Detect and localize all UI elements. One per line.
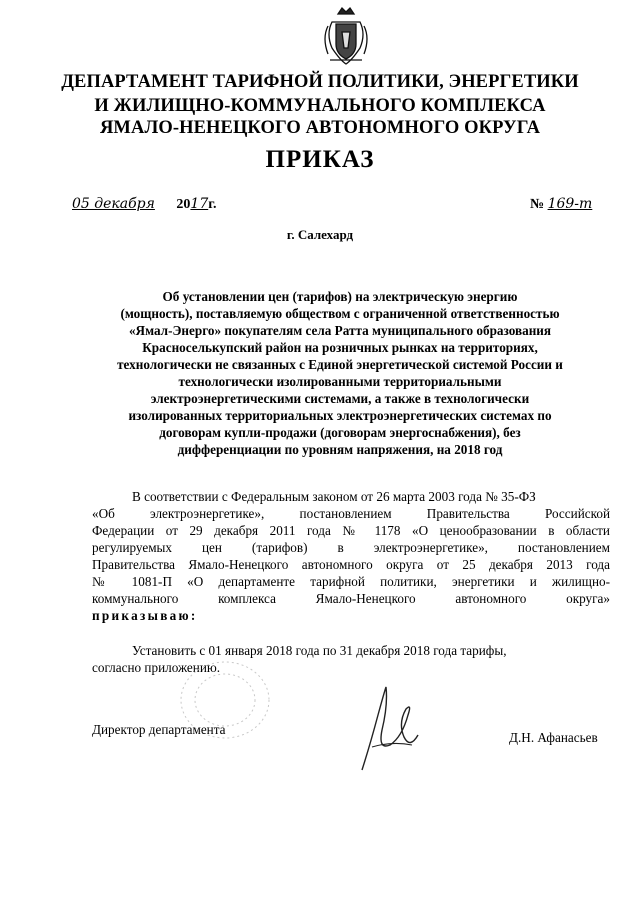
year-prefix: 20 (176, 197, 191, 212)
basis-line: Правительства Ямало-Ненецкого автономного округа от 25 декабря 2013 года (92, 557, 610, 572)
decision-line: согласно приложению. (92, 660, 221, 675)
date-handwritten: 05 декабря (72, 196, 155, 212)
org-name-line-2: И ЖИЛИЩНО-КОММУНАЛЬНОГО КОМПЛЕКСА (94, 96, 546, 116)
legal-basis-paragraph (92, 488, 610, 624)
subject-line: технологически изолированными территориальными (178, 374, 502, 389)
year-suffix: г. (208, 197, 217, 212)
order-word: приказываю: (92, 608, 198, 623)
order-subject (110, 288, 570, 458)
number-prefix: № (530, 197, 545, 212)
subject-line: дифференциации по уровням напряжения, на 2018 год (177, 442, 503, 457)
org-name-line-1: ДЕПАРТАМЕНТ ТАРИФНОЙ ПОЛИТИКИ, ЭНЕРГЕТИКИ (61, 72, 579, 92)
subject-line: «Ямал-Энерго» покупателям села Ратта муниципального образования (128, 323, 552, 338)
basis-line: № 1081-П «О департаменте тарифной политики, энергетики и жилищно- (92, 574, 610, 589)
number-handwritten: 169-т (547, 196, 593, 212)
order-date (72, 196, 217, 213)
decision-paragraph (92, 642, 610, 676)
subject-line: технологически не связанных с Единой энергетической системой России и (117, 357, 563, 372)
basis-line: «Об электроэнергетике», постановлением Правительства Российской (92, 506, 610, 521)
signatory-position: Директор департамента (92, 722, 226, 737)
subject-line: (мощность), поставляемую обществом с ограниченной ответственностью (120, 306, 560, 321)
basis-line: В соответствии с Федеральным законом от 26 марта 2003 года № 35-ФЗ (132, 489, 536, 504)
subject-line: договорам купли-продажи (договорам энергоснабжения), без (159, 425, 521, 440)
basis-line: регулируемых цен (тарифов) в электроэнергетике», постановлением (92, 540, 610, 555)
handwritten-signature-icon (352, 675, 432, 775)
city: г. Салехард (286, 227, 354, 242)
decision-line: Установить с 01 января 2018 года по 31 декабря 2018 года тарифы, (132, 643, 507, 658)
subject-line: электроэнергетическими системами, а также в технологически (150, 391, 530, 406)
subject-line: Красноселькупский район на розничных рынках на территориях, (142, 340, 538, 355)
basis-line: коммунального комплекса Ямало-Ненецкого автономного округа» (92, 591, 610, 606)
year-handwritten: 17 (190, 196, 209, 212)
subject-line: Об установлении цен (тарифов) на электрическую энергию (162, 289, 518, 304)
document-type-title: ПРИКАЗ (265, 146, 375, 173)
coat-of-arms-emblem (318, 4, 374, 68)
basis-line: Федерации от 29 декабря 2011 года № 1178 «О ценообразовании в области (92, 523, 610, 538)
subject-line: изолированных территориальных электроэнергетических системах по (128, 408, 552, 423)
signatory-name: Д.Н. Афанасьев (509, 730, 598, 745)
org-name-line-3: ЯМАЛО-НЕНЕЦКОГО АВТОНОМНОГО ОКРУГА (99, 118, 541, 138)
order-number (530, 196, 592, 213)
